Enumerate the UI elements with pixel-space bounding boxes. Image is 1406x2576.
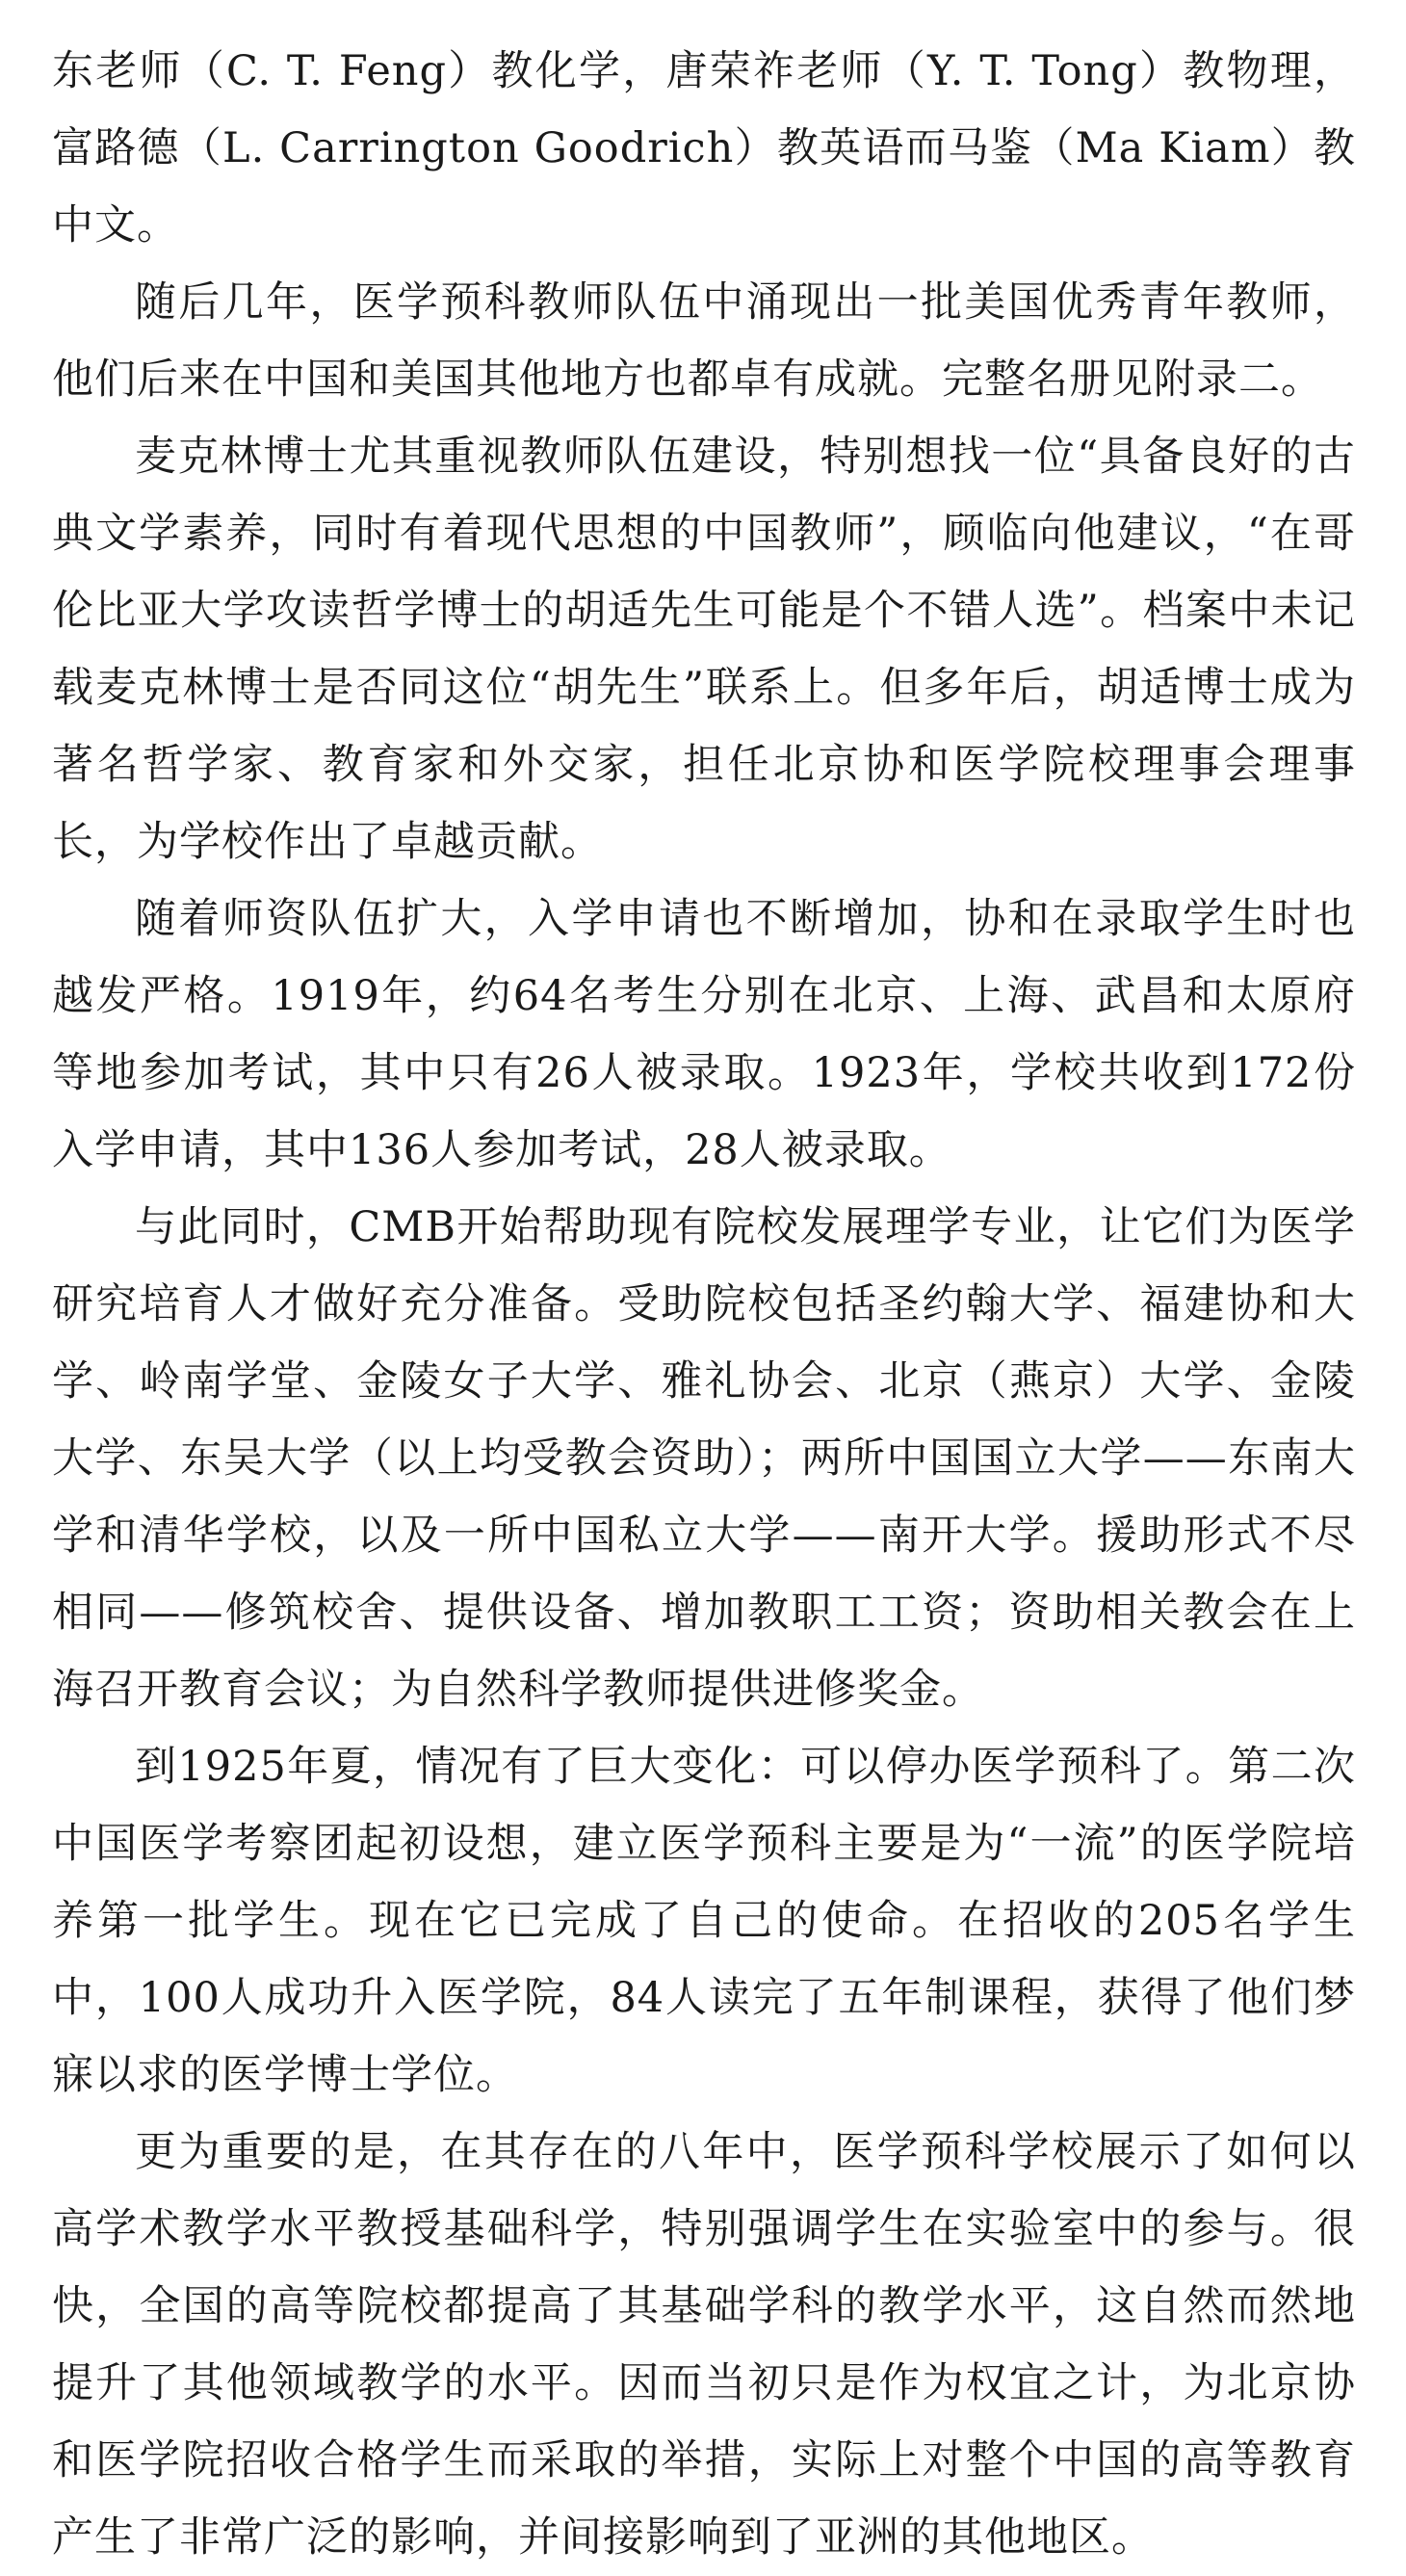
body-text	[52, 33, 1356, 2576]
paragraph-significance: 更为重要的是，在其存在的八年中，医学预科学校展示了如何以高学术教学水平教授基础科学，特别强调学生在实验室中的参与。很快，全国的高等院校都提高了其基础学科的教学水平，这自然而然地提升了其他领域教学的水平。因而当初只是作为权宜之计，为北京协和医学院招收合格学生而采取的举措，实际上对整个中国的高等教育产生了非常广泛的影响，并间接影响到了亚洲的其他地区。	[52, 2128, 1356, 2562]
paragraph-faculty: 随后几年，医学预科教师队伍中涌现出一批美国优秀青年教师，他们后来在中国和美国其他地方也都卓有成就。完整名册见附录二。	[52, 278, 1356, 404]
paragraph-hu-shi: 麦克林博士尤其重视教师队伍建设，特别想找一位“具备良好的古典文学素养，同时有着现代思想的中国教师”，顾临向他建议，“在哥伦比亚大学攻读哲学博士的胡适先生可能是个不错人选”。档案中未记载麦克林博士是否同这位“胡先生”联系上。但多年后，胡适博士成为著名哲学家、教育家和外交家，担任北京协和医学院校理事会理事长，为学校作出了卓越贡献。	[52, 433, 1356, 866]
paragraph-cmb-support: 与此同时，CMB开始帮助现有院校发展理学专业，让它们为医学研究培育人才做好充分准备。受助院校包括圣约翰大学、福建协和大学、岭南学堂、金陵女子大学、雅礼协会、北京（燕京）大学、金陵大学、东吴大学（以上均受教会资助）；两所中国国立大学——东南大学和清华学校，以及一所中国私立大学——南开大学。援助形式不尽相同——修筑校舍、提供设备、增加教职工工资；资助相关教会在上海召开教育会议；为自然科学教师提供进修奖金。	[52, 1203, 1356, 1714]
paragraph-continued: 东老师（C. T. Feng）教化学，唐荣祚老师（Y. T. Tong）教物理，富路德（L. Carrington Goodrich）教英语而马鉴（Ma Kiam）教中文。	[52, 47, 1356, 250]
paragraph-admissions: 随着师资队伍扩大，入学申请也不断增加，协和在录取学生时也越发严格。1919年，约64名考生分别在北京、上海、武昌和太原府等地参加考试，其中只有26人被录取。1923年，学校共收到172份入学申请，其中136人参加考试，28人被录取。	[52, 895, 1356, 1174]
paragraph-1925: 到1925年夏，情况有了巨大变化：可以停办医学预科了。第二次中国医学考察团起初设想，建立医学预科主要是为“一流”的医学院培养第一批学生。现在它已完成了自己的使命。在招收的205名学生中，100人成功升入医学院，84人读完了五年制课程，获得了他们梦寐以求的医学博士学位。	[52, 1743, 1356, 2099]
